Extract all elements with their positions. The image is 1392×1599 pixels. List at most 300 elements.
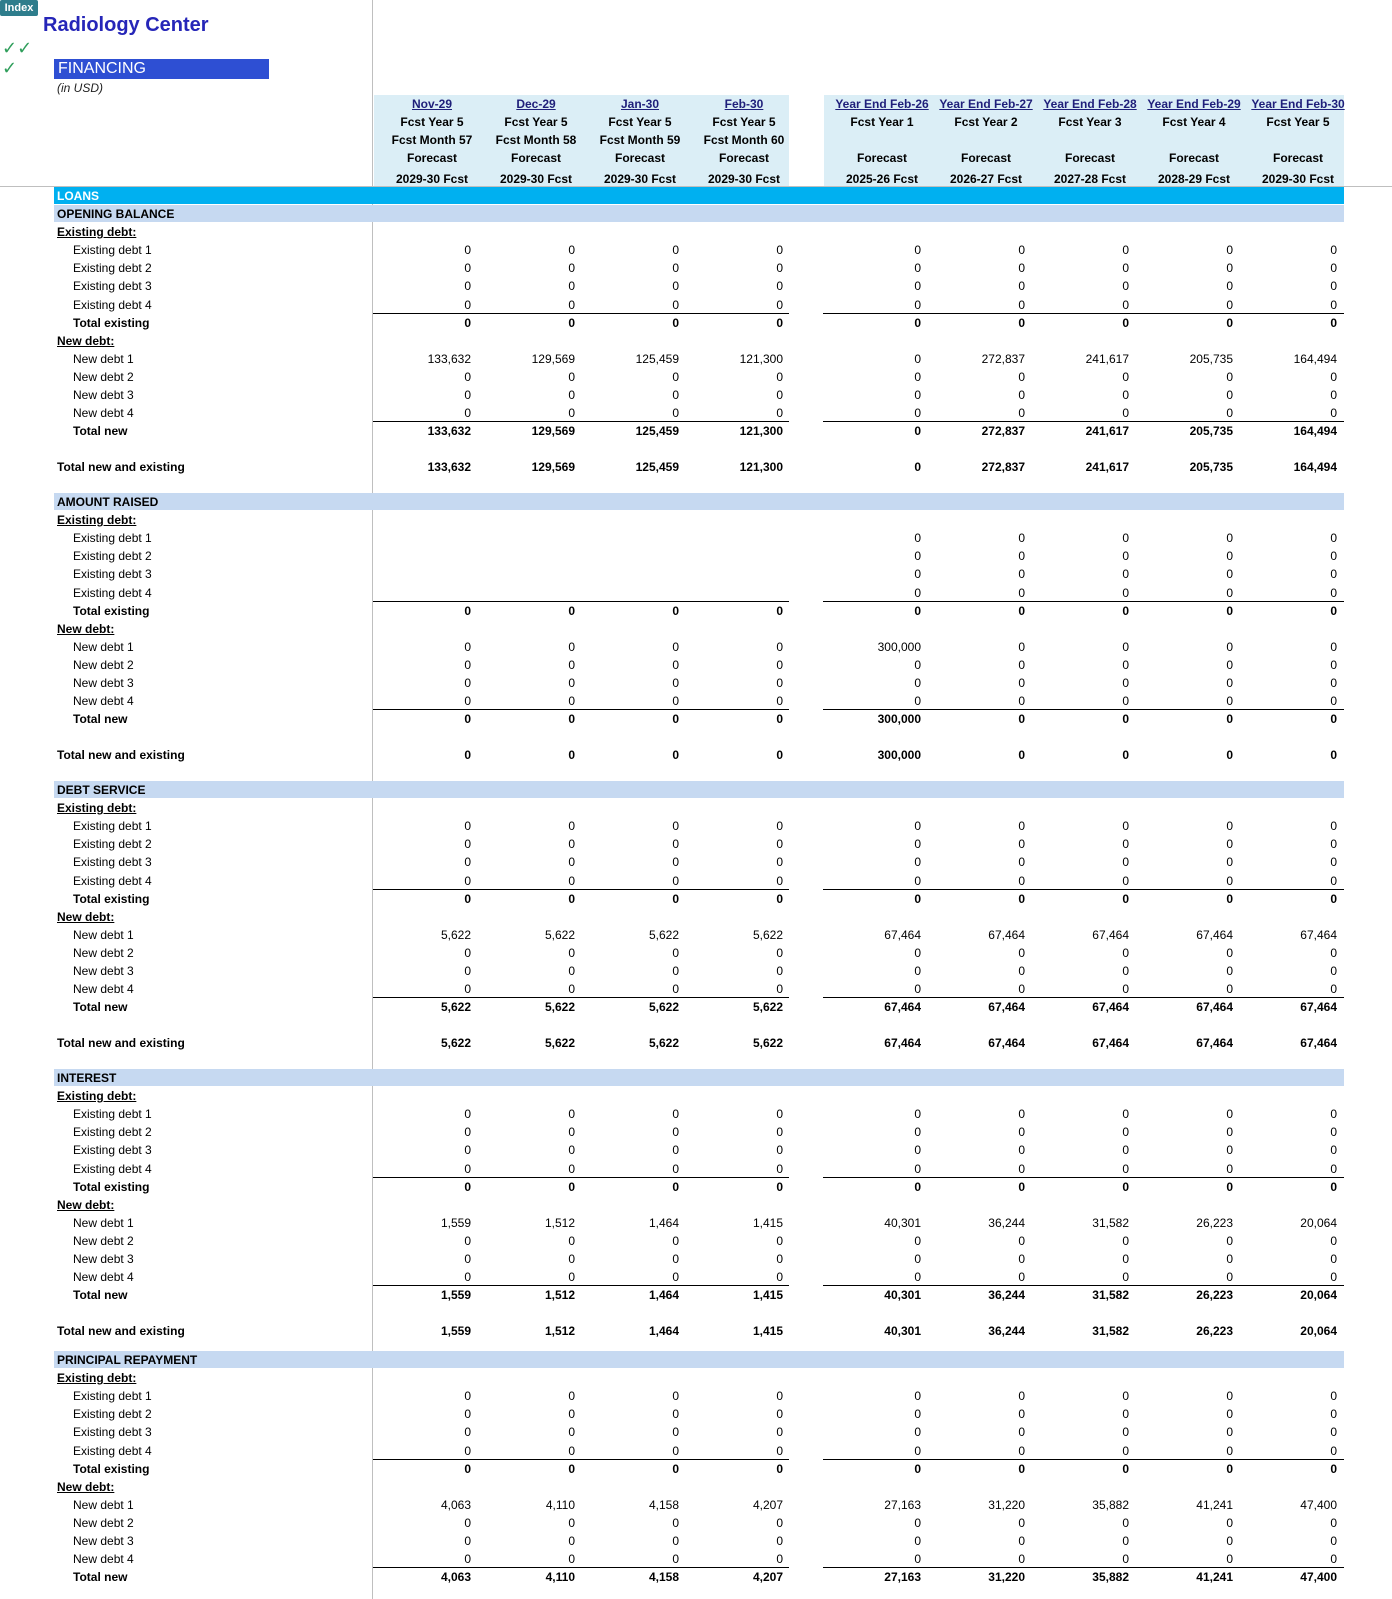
cell-value[interactable]: 0 (1226, 1233, 1233, 1248)
cell-value[interactable]: 1,415 (752, 1215, 783, 1230)
cell-value[interactable]: 0 (914, 1534, 921, 1548)
cell-value[interactable]: 67,464 (884, 1000, 921, 1015)
cell-value[interactable]: 0 (1018, 243, 1025, 258)
cell-value[interactable]: 5,622 (544, 1000, 575, 1015)
cell-value[interactable]: 0 (1122, 315, 1129, 330)
cell-value[interactable]: 0 (672, 873, 679, 888)
cell-value[interactable]: 0 (776, 388, 783, 402)
cell-value[interactable]: 0 (1018, 694, 1025, 709)
cell-value[interactable]: 0 (1122, 657, 1129, 672)
cell-value[interactable]: 0 (464, 819, 471, 834)
cell-value[interactable]: 0 (1330, 945, 1337, 960)
cell-value[interactable]: 0 (1330, 1552, 1337, 1567)
cell-value[interactable]: 0 (1226, 1461, 1233, 1476)
cell-value[interactable]: 0 (1122, 603, 1129, 618)
cell-value[interactable]: 0 (1122, 279, 1129, 294)
cell-value[interactable]: 0 (776, 748, 783, 763)
cell-value[interactable]: 0 (568, 694, 575, 709)
cell-value[interactable]: 0 (568, 297, 575, 312)
cell-value[interactable]: 0 (1330, 406, 1337, 421)
cell-value[interactable]: 0 (568, 1143, 575, 1158)
cell-value[interactable]: 0 (776, 694, 783, 709)
cell-value[interactable]: 0 (464, 694, 471, 709)
cell-value[interactable]: 0 (914, 694, 921, 709)
cell-value[interactable]: 1,512 (544, 1215, 575, 1230)
cell-value[interactable]: 0 (672, 1443, 679, 1458)
cell-value[interactable]: 0 (1122, 712, 1129, 727)
cell-value[interactable]: 0 (672, 1233, 679, 1248)
cell-value[interactable]: 0 (568, 1252, 575, 1266)
cell-value[interactable]: 133,632 (427, 424, 471, 439)
cell-value[interactable]: 0 (776, 297, 783, 312)
cell-value[interactable]: 0 (568, 982, 575, 997)
cell-value[interactable]: 1,415 (752, 1324, 783, 1339)
cell-value[interactable]: 0 (1330, 1179, 1337, 1194)
cell-value[interactable]: 0 (1330, 603, 1337, 618)
cell-value[interactable]: 0 (1330, 1461, 1337, 1476)
cell-value[interactable]: 0 (1330, 369, 1337, 384)
index-button[interactable]: Index (0, 0, 38, 16)
cell-value[interactable]: 0 (672, 243, 679, 258)
cell-value[interactable]: 0 (672, 982, 679, 997)
cell-value[interactable]: 0 (464, 388, 471, 402)
cell-value[interactable]: 0 (1018, 891, 1025, 906)
cell-value[interactable]: 0 (914, 1461, 921, 1476)
cell-value[interactable]: 0 (914, 351, 921, 366)
cell-value[interactable]: 0 (672, 1107, 679, 1122)
cell-value[interactable]: 0 (1018, 1107, 1025, 1122)
cell-value[interactable]: 0 (1018, 855, 1025, 870)
cell-value[interactable]: 1,559 (440, 1288, 471, 1303)
cell-value[interactable]: 0 (1018, 676, 1025, 690)
cell-value[interactable]: 0 (914, 657, 921, 672)
cell-value[interactable]: 0 (672, 964, 679, 978)
cell-value[interactable]: 0 (914, 1143, 921, 1158)
cell-value[interactable]: 0 (914, 1233, 921, 1248)
cell-value[interactable]: 0 (1018, 297, 1025, 312)
cell-value[interactable]: 0 (672, 1270, 679, 1285)
cell-value[interactable]: 0 (568, 1552, 575, 1567)
cell-value[interactable]: 5,622 (648, 927, 679, 942)
cell-value[interactable]: 67,464 (1092, 1036, 1129, 1051)
cell-value[interactable]: 0 (568, 388, 575, 402)
cell-value[interactable]: 31,220 (988, 1570, 1025, 1585)
cell-value[interactable]: 0 (1330, 1443, 1337, 1458)
cell-value[interactable]: 0 (672, 1161, 679, 1176)
cell-value[interactable]: 0 (914, 1515, 921, 1530)
cell-value[interactable]: 0 (672, 279, 679, 294)
cell-value[interactable]: 164,494 (1293, 351, 1337, 366)
cell-value[interactable]: 0 (568, 964, 575, 978)
cell-value[interactable]: 0 (1330, 1389, 1337, 1404)
cell-value[interactable]: 0 (1330, 837, 1337, 852)
cell-value[interactable]: 0 (1122, 567, 1129, 582)
cell-value[interactable]: 0 (1122, 1407, 1129, 1422)
cell-value[interactable]: 0 (1018, 819, 1025, 834)
cell-value[interactable]: 0 (464, 1425, 471, 1440)
cell-value[interactable]: 272,837 (981, 351, 1025, 366)
cell-value[interactable]: 20,064 (1300, 1288, 1337, 1303)
cell-value[interactable]: 0 (568, 891, 575, 906)
cell-value[interactable]: 0 (672, 1552, 679, 1567)
cell-value[interactable]: 205,735 (1189, 460, 1233, 475)
cell-value[interactable]: 0 (1226, 855, 1233, 870)
cell-value[interactable]: 26,223 (1196, 1288, 1233, 1303)
cell-value[interactable]: 0 (464, 279, 471, 294)
cell-value[interactable]: 0 (1018, 567, 1025, 582)
cell-value[interactable]: 0 (672, 406, 679, 421)
cell-value[interactable]: 67,464 (1092, 927, 1129, 942)
cell-value[interactable]: 0 (464, 1461, 471, 1476)
cell-value[interactable]: 0 (1330, 748, 1337, 763)
cell-value[interactable]: 67,464 (1196, 1036, 1233, 1051)
cell-value[interactable]: 0 (1330, 297, 1337, 312)
cell-value[interactable]: 5,622 (752, 1000, 783, 1015)
cell-value[interactable]: 0 (1226, 315, 1233, 330)
cell-value[interactable]: 0 (568, 639, 575, 654)
cell-value[interactable]: 0 (1226, 261, 1233, 276)
cell-value[interactable]: 0 (568, 243, 575, 258)
cell-value[interactable]: 0 (672, 1461, 679, 1476)
cell-value[interactable]: 0 (672, 855, 679, 870)
cell-value[interactable]: 0 (464, 676, 471, 690)
cell-value[interactable]: 0 (672, 1252, 679, 1266)
cell-value[interactable]: 0 (1330, 388, 1337, 402)
cell-value[interactable]: 1,559 (440, 1215, 471, 1230)
cell-value[interactable]: 0 (1122, 388, 1129, 402)
cell-value[interactable]: 41,241 (1196, 1497, 1233, 1512)
cell-value[interactable]: 0 (1330, 1143, 1337, 1158)
cell-value[interactable]: 0 (1018, 531, 1025, 546)
cell-value[interactable]: 31,582 (1092, 1324, 1129, 1339)
cell-value[interactable]: 0 (914, 424, 921, 439)
cell-value[interactable]: 0 (568, 676, 575, 690)
cell-value[interactable]: 0 (776, 837, 783, 852)
cell-value[interactable]: 0 (1226, 1107, 1233, 1122)
cell-value[interactable]: 0 (1226, 1143, 1233, 1158)
cell-value[interactable]: 300,000 (877, 748, 921, 763)
cell-value[interactable]: 0 (1330, 315, 1337, 330)
cell-value[interactable]: 4,063 (440, 1497, 471, 1512)
cell-value[interactable]: 125,459 (635, 424, 679, 439)
cell-value[interactable]: 67,464 (1300, 927, 1337, 942)
cell-value[interactable]: 0 (1226, 1179, 1233, 1194)
cell-value[interactable]: 0 (914, 891, 921, 906)
cell-value[interactable]: 27,163 (884, 1497, 921, 1512)
cell-value[interactable]: 36,244 (988, 1324, 1025, 1339)
cell-value[interactable]: 0 (568, 1125, 575, 1140)
cell-value[interactable]: 0 (914, 603, 921, 618)
cell-value[interactable]: 0 (1330, 1125, 1337, 1140)
cell-value[interactable]: 0 (776, 657, 783, 672)
cell-value[interactable]: 272,837 (981, 424, 1025, 439)
cell-value[interactable]: 0 (1018, 603, 1025, 618)
cell-value[interactable]: 5,622 (544, 1036, 575, 1051)
cell-value[interactable]: 0 (1226, 603, 1233, 618)
cell-value[interactable]: 0 (1226, 748, 1233, 763)
cell-value[interactable]: 0 (776, 279, 783, 294)
cell-value[interactable]: 0 (776, 243, 783, 258)
cell-value[interactable]: 0 (464, 855, 471, 870)
cell-value[interactable]: 0 (464, 712, 471, 727)
cell-value[interactable]: 0 (672, 1143, 679, 1158)
cell-value[interactable]: 0 (1018, 315, 1025, 330)
cell-value[interactable]: 0 (1018, 1161, 1025, 1176)
cell-value[interactable]: 0 (914, 964, 921, 978)
cell-value[interactable]: 0 (1122, 1179, 1129, 1194)
cell-value[interactable]: 0 (672, 837, 679, 852)
cell-value[interactable]: 0 (776, 1443, 783, 1458)
cell-value[interactable]: 0 (1226, 585, 1233, 600)
cell-value[interactable]: 0 (776, 369, 783, 384)
cell-value[interactable]: 164,494 (1293, 424, 1337, 439)
cell-value[interactable]: 0 (1330, 657, 1337, 672)
cell-value[interactable]: 0 (914, 819, 921, 834)
cell-value[interactable]: 0 (1018, 748, 1025, 763)
cell-value[interactable]: 0 (914, 531, 921, 546)
cell-value[interactable]: 0 (568, 1389, 575, 1404)
cell-value[interactable]: 0 (672, 748, 679, 763)
cell-value[interactable]: 0 (1018, 1443, 1025, 1458)
cell-value[interactable]: 0 (914, 567, 921, 582)
cell-value[interactable]: 0 (568, 1425, 575, 1440)
cell-value[interactable]: 0 (1122, 1389, 1129, 1404)
cell-value[interactable]: 0 (776, 1389, 783, 1404)
cell-value[interactable]: 0 (568, 1515, 575, 1530)
cell-value[interactable]: 0 (1330, 279, 1337, 294)
cell-value[interactable]: 0 (464, 945, 471, 960)
cell-value[interactable]: 0 (776, 315, 783, 330)
cell-value[interactable]: 5,622 (752, 927, 783, 942)
cell-value[interactable]: 0 (1018, 639, 1025, 654)
cell-value[interactable]: 0 (914, 279, 921, 294)
cell-value[interactable]: 0 (464, 1270, 471, 1285)
cell-value[interactable]: 26,223 (1196, 1324, 1233, 1339)
cell-value[interactable]: 0 (776, 406, 783, 421)
cell-value[interactable]: 0 (1330, 1270, 1337, 1285)
cell-value[interactable]: 67,464 (1196, 1000, 1233, 1015)
cell-value[interactable]: 0 (1226, 982, 1233, 997)
cell-value[interactable]: 36,244 (988, 1288, 1025, 1303)
cell-value[interactable]: 5,622 (440, 1000, 471, 1015)
cell-value[interactable]: 0 (776, 1407, 783, 1422)
cell-value[interactable]: 1,464 (648, 1324, 679, 1339)
cell-value[interactable]: 0 (776, 819, 783, 834)
cell-value[interactable]: 0 (1330, 1534, 1337, 1548)
cell-value[interactable]: 0 (1122, 1143, 1129, 1158)
cell-value[interactable]: 0 (464, 639, 471, 654)
cell-value[interactable]: 0 (464, 964, 471, 978)
cell-value[interactable]: 31,582 (1092, 1215, 1129, 1230)
cell-value[interactable]: 0 (1122, 676, 1129, 690)
cell-value[interactable]: 0 (914, 1107, 921, 1122)
cell-value[interactable]: 0 (464, 748, 471, 763)
cell-value[interactable]: 0 (1226, 1534, 1233, 1548)
cell-value[interactable]: 4,158 (648, 1497, 679, 1512)
cell-value[interactable]: 0 (1330, 585, 1337, 600)
cell-value[interactable]: 0 (914, 837, 921, 852)
cell-value[interactable]: 0 (776, 261, 783, 276)
cell-value[interactable]: 0 (776, 603, 783, 618)
cell-value[interactable]: 0 (1018, 585, 1025, 600)
cell-value[interactable]: 0 (914, 297, 921, 312)
cell-value[interactable]: 0 (464, 1389, 471, 1404)
cell-value[interactable]: 0 (568, 855, 575, 870)
cell-value[interactable]: 0 (1226, 1252, 1233, 1266)
cell-value[interactable]: 121,300 (739, 460, 783, 475)
cell-value[interactable]: 0 (464, 369, 471, 384)
cell-value[interactable]: 0 (776, 1461, 783, 1476)
cell-value[interactable]: 0 (1122, 1233, 1129, 1248)
cell-value[interactable]: 0 (1122, 891, 1129, 906)
cell-value[interactable]: 0 (568, 369, 575, 384)
cell-value[interactable]: 0 (1122, 837, 1129, 852)
cell-value[interactable]: 272,837 (981, 460, 1025, 475)
cell-value[interactable]: 0 (1226, 837, 1233, 852)
cell-value[interactable]: 0 (776, 1534, 783, 1548)
cell-value[interactable]: 0 (1226, 388, 1233, 402)
cell-value[interactable]: 205,735 (1189, 424, 1233, 439)
cell-value[interactable]: 0 (1018, 1552, 1025, 1567)
cell-value[interactable]: 5,622 (752, 1036, 783, 1051)
cell-value[interactable]: 0 (1018, 1179, 1025, 1194)
cell-value[interactable]: 0 (1226, 1443, 1233, 1458)
cell-value[interactable]: 0 (672, 369, 679, 384)
cell-value[interactable]: 0 (1018, 1407, 1025, 1422)
cell-value[interactable]: 164,494 (1293, 460, 1337, 475)
cell-value[interactable]: 0 (672, 1515, 679, 1530)
cell-value[interactable]: 20,064 (1300, 1215, 1337, 1230)
cell-value[interactable]: 0 (1122, 873, 1129, 888)
cell-value[interactable]: 0 (1226, 1389, 1233, 1404)
cell-value[interactable]: 0 (1122, 297, 1129, 312)
cell-value[interactable]: 121,300 (739, 424, 783, 439)
cell-value[interactable]: 0 (1122, 945, 1129, 960)
cell-value[interactable]: 0 (914, 873, 921, 888)
cell-value[interactable]: 67,464 (988, 1000, 1025, 1015)
cell-value[interactable]: 0 (1330, 712, 1337, 727)
cell-value[interactable]: 67,464 (988, 1036, 1025, 1051)
cell-value[interactable]: 67,464 (884, 927, 921, 942)
cell-value[interactable]: 0 (1226, 1552, 1233, 1567)
cell-value[interactable]: 0 (1330, 676, 1337, 690)
cell-value[interactable]: 67,464 (1300, 1000, 1337, 1015)
cell-value[interactable]: 0 (914, 1407, 921, 1422)
cell-value[interactable]: 36,244 (988, 1215, 1025, 1230)
cell-value[interactable]: 0 (1018, 964, 1025, 978)
cell-value[interactable]: 0 (464, 1407, 471, 1422)
cell-value[interactable]: 0 (914, 1552, 921, 1567)
cell-value[interactable]: 0 (776, 945, 783, 960)
cell-value[interactable]: 0 (464, 1107, 471, 1122)
cell-value[interactable]: 0 (1226, 1515, 1233, 1530)
cell-value[interactable]: 26,223 (1196, 1215, 1233, 1230)
cell-value[interactable]: 0 (464, 1161, 471, 1176)
cell-value[interactable]: 0 (1226, 639, 1233, 654)
cell-value[interactable]: 0 (568, 819, 575, 834)
cell-value[interactable]: 0 (776, 1552, 783, 1567)
cell-value[interactable]: 0 (568, 406, 575, 421)
cell-value[interactable]: 0 (1122, 243, 1129, 258)
cell-value[interactable]: 0 (672, 945, 679, 960)
cell-value[interactable]: 0 (1122, 1515, 1129, 1530)
cell-value[interactable]: 0 (568, 873, 575, 888)
cell-value[interactable]: 0 (776, 639, 783, 654)
cell-value[interactable]: 0 (1226, 406, 1233, 421)
cell-value[interactable]: 0 (568, 657, 575, 672)
cell-value[interactable]: 0 (1226, 873, 1233, 888)
cell-value[interactable]: 0 (776, 964, 783, 978)
cell-value[interactable]: 0 (1018, 1143, 1025, 1158)
cell-value[interactable]: 0 (568, 1461, 575, 1476)
cell-value[interactable]: 0 (1018, 837, 1025, 852)
cell-value[interactable]: 0 (568, 712, 575, 727)
cell-value[interactable]: 0 (568, 945, 575, 960)
cell-value[interactable]: 0 (914, 585, 921, 600)
cell-value[interactable]: 0 (1018, 369, 1025, 384)
cell-value[interactable]: 0 (1226, 819, 1233, 834)
cell-value[interactable]: 0 (1330, 1515, 1337, 1530)
cell-value[interactable]: 0 (1018, 549, 1025, 564)
cell-value[interactable]: 0 (1122, 1425, 1129, 1440)
cell-value[interactable]: 0 (1226, 1161, 1233, 1176)
cell-value[interactable]: 0 (914, 1443, 921, 1458)
cell-value[interactable]: 0 (672, 1179, 679, 1194)
cell-value[interactable]: 0 (1330, 1233, 1337, 1248)
cell-value[interactable]: 0 (914, 945, 921, 960)
cell-value[interactable]: 0 (672, 694, 679, 709)
cell-value[interactable]: 133,632 (427, 460, 471, 475)
cell-value[interactable]: 0 (1018, 1515, 1025, 1530)
cell-value[interactable]: 133,632 (427, 351, 471, 366)
cell-value[interactable]: 1,559 (440, 1324, 471, 1339)
cell-value[interactable]: 4,158 (648, 1570, 679, 1585)
cell-value[interactable]: 0 (464, 1443, 471, 1458)
cell-value[interactable]: 0 (568, 748, 575, 763)
cell-value[interactable]: 0 (568, 837, 575, 852)
cell-value[interactable]: 0 (464, 657, 471, 672)
cell-value[interactable]: 0 (464, 406, 471, 421)
cell-value[interactable]: 67,464 (884, 1036, 921, 1051)
cell-value[interactable]: 40,301 (884, 1324, 921, 1339)
cell-value[interactable]: 0 (1330, 549, 1337, 564)
cell-value[interactable]: 0 (568, 603, 575, 618)
cell-value[interactable]: 35,882 (1092, 1497, 1129, 1512)
cell-value[interactable]: 0 (1018, 406, 1025, 421)
cell-value[interactable]: 0 (1330, 819, 1337, 834)
cell-value[interactable]: 0 (914, 261, 921, 276)
cell-value[interactable]: 0 (1330, 1425, 1337, 1440)
cell-value[interactable]: 4,110 (545, 1570, 575, 1585)
cell-value[interactable]: 0 (1330, 243, 1337, 258)
cell-value[interactable]: 0 (464, 1515, 471, 1530)
cell-value[interactable]: 0 (1018, 1125, 1025, 1140)
cell-value[interactable]: 0 (568, 1233, 575, 1248)
cell-value[interactable]: 0 (1122, 1443, 1129, 1458)
cell-value[interactable]: 0 (1226, 279, 1233, 294)
cell-value[interactable]: 0 (568, 1161, 575, 1176)
cell-value[interactable]: 0 (914, 1125, 921, 1140)
cell-value[interactable]: 1,415 (752, 1288, 783, 1303)
cell-value[interactable]: 0 (1122, 639, 1129, 654)
cell-value[interactable]: 0 (914, 388, 921, 402)
cell-value[interactable]: 0 (464, 837, 471, 852)
cell-value[interactable]: 0 (464, 297, 471, 312)
cell-value[interactable]: 0 (1330, 1107, 1337, 1122)
cell-value[interactable]: 0 (1018, 1233, 1025, 1248)
cell-value[interactable]: 0 (1226, 531, 1233, 546)
cell-value[interactable]: 129,569 (531, 460, 575, 475)
